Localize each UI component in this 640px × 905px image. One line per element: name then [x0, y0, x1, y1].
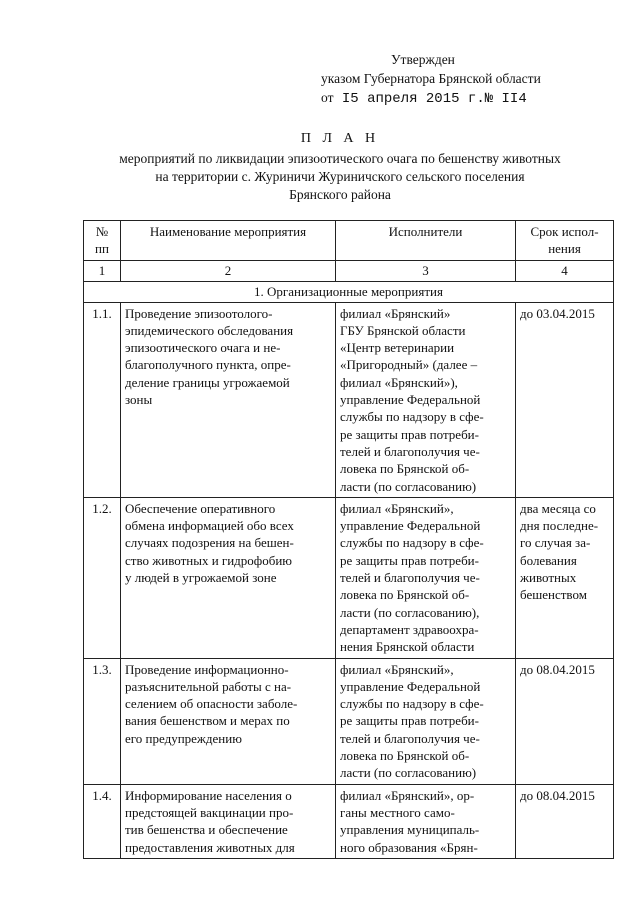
row-number: 1.4.	[84, 784, 121, 858]
table-row	[84, 658, 614, 784]
approval-block	[321, 50, 541, 109]
section-title: 1. Организационные мероприятия	[84, 281, 614, 302]
section-row	[84, 281, 614, 302]
title-line-3: Брянского района	[289, 187, 391, 202]
table-row	[84, 784, 614, 858]
column-number: 3	[336, 260, 516, 281]
table-row	[84, 302, 614, 497]
row-number: 1.1.	[84, 302, 121, 497]
document-title	[40, 130, 640, 204]
row-number: 1.2.	[84, 497, 121, 658]
column-number: 4	[516, 260, 614, 281]
title-line-1: мероприятий по ликвидации эпизоотического очага по бешенству животных	[119, 151, 561, 166]
approval-date-prefix: от	[321, 90, 334, 105]
row-activity: Информирование населения о предстоящей вакцинации про- тив бешенства и обеспечение предоставления животных для	[121, 784, 336, 858]
plan-table	[83, 220, 614, 859]
row-activity: Проведение информационно- разъяснительной работы с на- селением об опасности заболе- вания бешенством и мерах по его предупреждению	[121, 658, 336, 784]
header-deadline: Срок испол- нения	[516, 221, 614, 261]
table-header-row	[84, 221, 614, 261]
row-activity: Обеспечение оперативного обмена информацией обо всех случаях подозрения на бешен- ство животных и гидрофобию у людей в угрожаемой зоне	[121, 497, 336, 658]
row-executors: филиал «Брянский», управление Федеральной службы по надзору в сфе- ре защиты прав потреби- телей и благополучия че- ловека по Брянской об- ласти (по согласованию), департамент здравоохра- нения Брянской области	[336, 497, 516, 658]
header-activity-name: Наименование мероприятия	[121, 221, 336, 261]
row-deadline: два месяца со дня последне- го случая за- болевания животных бешенством	[516, 497, 614, 658]
row-deadline: до 03.04.2015	[516, 302, 614, 497]
row-deadline: до 08.04.2015	[516, 784, 614, 858]
approval-date-number: I5 апреля 2015 г.№ II4	[341, 91, 527, 107]
header-executors: Исполнители	[336, 221, 516, 261]
row-deadline: до 08.04.2015	[516, 658, 614, 784]
column-number: 2	[121, 260, 336, 281]
approval-approved-label: Утвержден	[391, 52, 455, 67]
row-number: 1.3.	[84, 658, 121, 784]
approval-decree-label: указом Губернатора Брянской области	[321, 71, 541, 86]
header-number: № пп	[84, 221, 121, 261]
column-number-row	[84, 260, 614, 281]
row-executors: филиал «Брянский», управление Федеральной службы по надзору в сфе- ре защиты прав потреби- телей и благополучия че- ловека по Брянской об- ласти (по согласованию)	[336, 658, 516, 784]
row-executors: филиал «Брянский», ор- ганы местного само- управления муниципаль- ного образования «Брян-	[336, 784, 516, 858]
column-number: 1	[84, 260, 121, 281]
title-line-2: на территории с. Журиничи Журиничского сельского поселения	[155, 169, 525, 184]
table-row	[84, 497, 614, 658]
approval-decree-date	[321, 88, 541, 109]
row-activity: Проведение эпизоотолого- эпидемического обследования эпизоотического очага и не- благополучного пункта, опре- деление границы угрожаемой зоны	[121, 302, 336, 497]
row-executors: филиал «Брянский» ГБУ Брянской области «Центр ветеринарии «Пригородный» (далее – филиал «Брянский»), управление Федеральной службы по надзору в сфе- ре защиты прав потреби- телей и благополучия че- ловека по Брянской об- ласти (по согласованию)	[336, 302, 516, 497]
plan-heading: П Л А Н	[300, 131, 380, 146]
